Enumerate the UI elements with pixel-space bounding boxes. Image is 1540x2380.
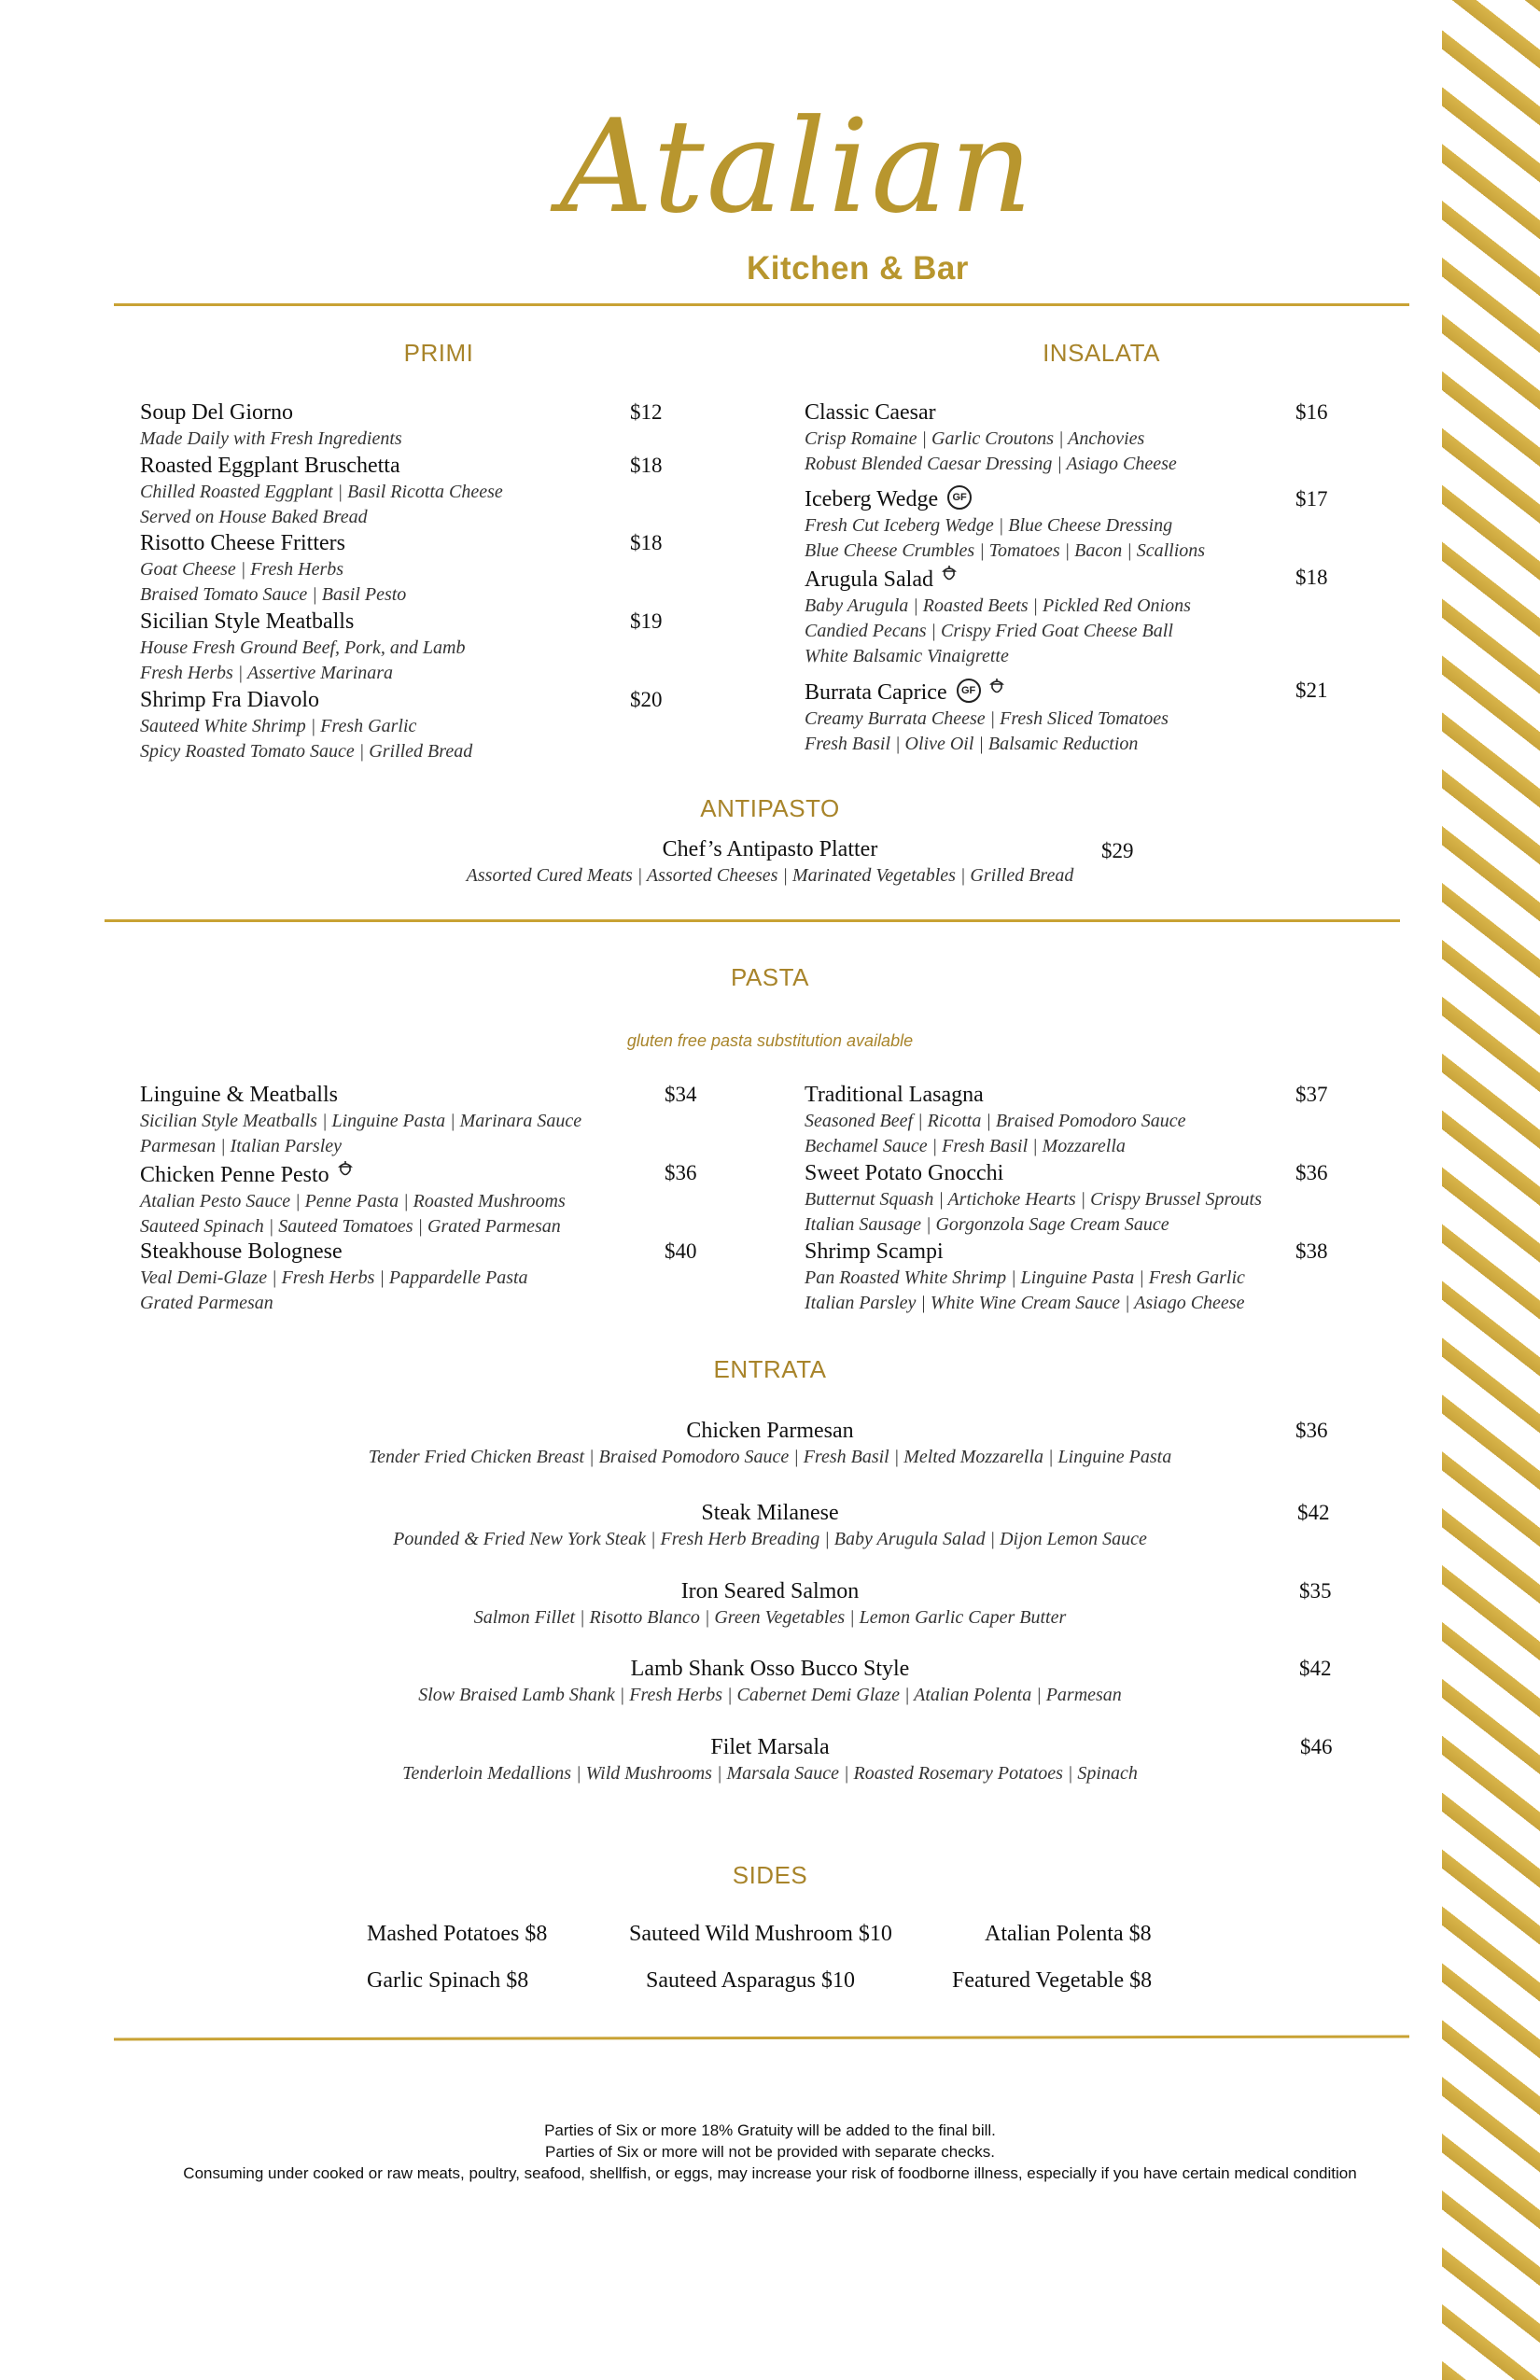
logo-subtitle: Kitchen & Bar: [747, 250, 969, 287]
menu-item: Classic Caesar $16 Crisp Romaine | Garlic Croutons | Anchovies Robust Blended Caesar Dressing | Asiago Cheese: [805, 400, 1328, 474]
insalata-column: [805, 399, 1346, 755]
entree-price: $42: [1297, 1501, 1330, 1524]
menu-item: Burrata Caprice GF $21 Creamy Burrata Cheese | Fresh Sliced Tomatoes Fresh Basil | Olive Oil | Balsamic Reduction: [805, 679, 1328, 754]
menu-item-antipasto: Chef’s Antipasto Platter Assorted Cured Meats | Assorted Cheeses | Marinated Vegetables | Grilled Bread: [466, 837, 1074, 886]
menu-item: Iceberg Wedge GF $17 Fresh Cut Iceberg Wedge | Blue Cheese Dressing Blue Cheese Crumbles | Tomatoes | Bacon | Scallions: [805, 487, 1328, 561]
menu-item: Roasted Eggplant Bruschetta $18 Chilled Roasted Eggplant | Basil Ricotta Cheese Served on House Baked Bread: [140, 454, 663, 527]
divider-top: [114, 303, 1409, 306]
menu-item: Chicken Penne Pesto $36 Atalian Pesto Sauce | Penne Pasta | Roasted Mushrooms Sauteed Spinach | Sauteed Tomatoes | Grated Parmesan: [140, 1161, 697, 1237]
menu-item-entree: Steak Milanese Pounded & Fried New York Steak | Fresh Herb Breading | Baby Arugula Salad | Dijon Lemon Sauce: [393, 1501, 1147, 1549]
section-title-pasta: PASTA: [731, 963, 809, 991]
side-item: Sauteed Asparagus $10: [646, 1968, 855, 1993]
divider-middle: [105, 919, 1400, 922]
divider-bottom: [114, 2036, 1409, 2041]
footer-gratuity-note: Parties of Six or more 18% Gratuity will be added to the final bill.: [544, 2121, 996, 2139]
menu-item: Shrimp Fra Diavolo $20 Sauteed White Shrimp | Fresh Garlic Spicy Roasted Tomato Sauce | Grilled Bread: [140, 688, 663, 762]
entree-price: $36: [1295, 1419, 1328, 1442]
section-title-primi: PRIMI: [403, 339, 474, 367]
acorn-icon: [988, 677, 1005, 697]
menu-item-entree: Lamb Shank Osso Bucco Style Slow Braised Lamb Shank | Fresh Herbs | Cabernet Demi Glaze | Atalian Polenta | Parmesan: [418, 1657, 1122, 1705]
menu-item-entree: Chicken Parmesan Tender Fried Chicken Breast | Braised Pomodoro Sauce | Fresh Basil | Melted Mozzarella | Linguine Pasta: [368, 1419, 1172, 1467]
menu-item: Shrimp Scampi $38 Pan Roasted White Shrimp | Linguine Pasta | Fresh Garlic Italian Parsley | White Wine Cream Sauce | Asiago Cheese: [805, 1239, 1328, 1313]
entree-price: $46: [1300, 1735, 1333, 1758]
side-item: Sauteed Wild Mushroom $10: [629, 1922, 892, 1946]
pasta-left-column: [140, 1081, 719, 1316]
entree-price: $35: [1299, 1579, 1332, 1603]
entree-price: $42: [1299, 1657, 1332, 1680]
menu-item-entree: Filet Marsala Tenderloin Medallions | Wild Mushrooms | Marsala Sauce | Roasted Rosemary Potatoes | Spinach: [402, 1735, 1138, 1784]
menu-item: Risotto Cheese Fritters $18 Goat Cheese | Fresh Herbs Braised Tomato Sauce | Basil Pesto: [140, 531, 663, 605]
logo-script: Atalian: [560, 91, 1035, 242]
acorn-icon: [337, 1159, 354, 1180]
logo: [523, 91, 1035, 299]
gluten-free-note: gluten free pasta substitution available: [626, 1031, 914, 1050]
side-item: Atalian Polenta $8: [985, 1922, 1152, 1946]
menu-item: Traditional Lasagna $37 Seasoned Beef | Ricotta | Braised Pomodoro Sauce Bechamel Sauce | Fresh Basil | Mozzarella: [805, 1083, 1328, 1156]
footer-health-warning: Consuming under cooked or raw meats, poultry, seafood, shellfish, or eggs, may increase your risk of foodborne illness, especially if you have certain medical condition: [183, 2164, 1357, 2182]
section-title-sides: SIDES: [732, 1861, 808, 1889]
menu-item: Sweet Potato Gnocchi $36 Butternut Squash | Artichoke Hearts | Crispy Brussel Sprouts Italian Sausage | Gorgonzola Sage Cream Sauce: [805, 1161, 1328, 1235]
primi-column: [140, 399, 663, 764]
menu-item: Arugula Salad $18 Baby Arugula | Roasted Beets | Pickled Red Onions Candied Pecans | Crispy Fried Goat Cheese Ball White Balsamic Vinaigrette: [805, 566, 1328, 666]
menu-item: Sicilian Style Meatballs $19 House Fresh Ground Beef, Pork, and Lamb Fresh Herbs | Assertive Marinara: [140, 609, 663, 683]
menu-item: Linguine & Meatballs $34 Sicilian Style Meatballs | Linguine Pasta | Marinara Sauce Parmesan | Italian Parsley: [140, 1083, 697, 1156]
section-title-insalata: INSALATA: [1043, 339, 1160, 367]
side-item: Garlic Spinach $8: [367, 1968, 529, 1993]
menu-item: Soup Del Giorno $12 Made Daily with Fresh Ingredients: [140, 400, 663, 449]
gluten-free-icon: GF: [957, 679, 981, 703]
footer-checks-note: Parties of Six or more will not be provided with separate checks.: [545, 2143, 995, 2161]
section-title-antipasto: ANTIPASTO: [700, 794, 840, 822]
menu-item-entree: Iron Seared Salmon Salmon Fillet | Risotto Blanco | Green Vegetables | Lemon Garlic Caper Butter: [473, 1579, 1067, 1628]
pasta-right-column: [805, 1081, 1365, 1316]
side-item: Featured Vegetable $8: [952, 1968, 1153, 1993]
decorative-stripes: [1442, 0, 1540, 2380]
acorn-icon: [941, 564, 958, 584]
gluten-free-icon: GF: [947, 485, 972, 510]
antipasto-price: $29: [1101, 839, 1134, 862]
section-title-entrata: ENTRATA: [713, 1355, 827, 1383]
side-item: Mashed Potatoes $8: [367, 1922, 548, 1946]
menu-item: Steakhouse Bolognese $40 Veal Demi-Glaze | Fresh Herbs | Pappardelle Pasta Grated Parmesan: [140, 1239, 697, 1313]
